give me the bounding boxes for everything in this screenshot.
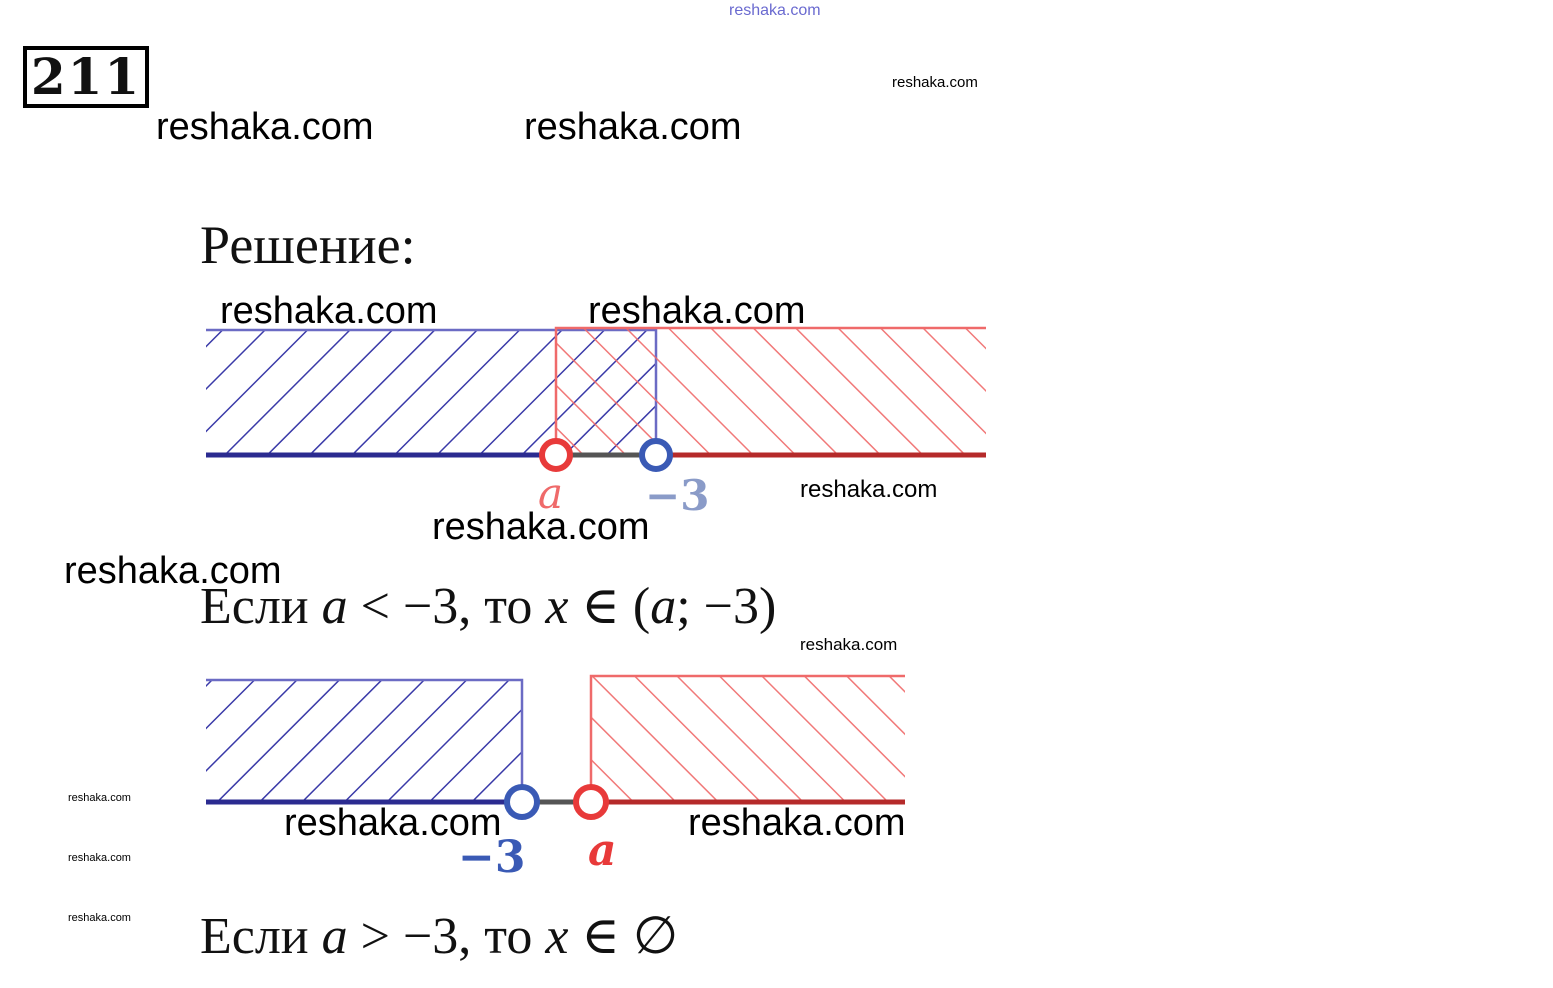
solution-heading: Решение:	[200, 215, 416, 275]
red-region-2	[591, 676, 905, 802]
case-2-text: Если a > −3, то x ∈ ∅	[200, 908, 679, 965]
label-a: a	[538, 469, 564, 518]
watermark: reshaka.com	[588, 290, 806, 332]
watermark: reshaka.com	[220, 290, 438, 332]
watermark: reshaka.com	[892, 74, 978, 91]
label-minus3: −3	[458, 832, 526, 883]
watermark: reshaka.com	[524, 106, 742, 148]
problem-number: 211	[30, 47, 142, 106]
case-1-text: Если a < −3, то x ∈ (a; −3)	[200, 578, 777, 635]
watermark: reshaka.com	[68, 852, 131, 864]
open-point-a	[576, 787, 606, 817]
watermark: reshaka.com	[68, 792, 131, 804]
watermark-top: reshaka.com	[729, 2, 821, 19]
watermark: reshaka.com	[800, 476, 938, 503]
watermark: reshaka.com	[68, 912, 131, 924]
label-minus3: −3	[645, 471, 710, 520]
watermark: reshaka.com	[800, 635, 898, 654]
blue-region-2	[206, 680, 522, 802]
label-a: a	[588, 825, 617, 876]
open-point-minus3	[507, 787, 537, 817]
watermark: reshaka.com	[64, 550, 282, 592]
watermark: reshaka.com	[432, 506, 650, 548]
watermark: reshaka.com	[156, 106, 374, 148]
watermark: reshaka.com	[688, 802, 906, 844]
watermark: reshaka.com	[284, 802, 502, 844]
